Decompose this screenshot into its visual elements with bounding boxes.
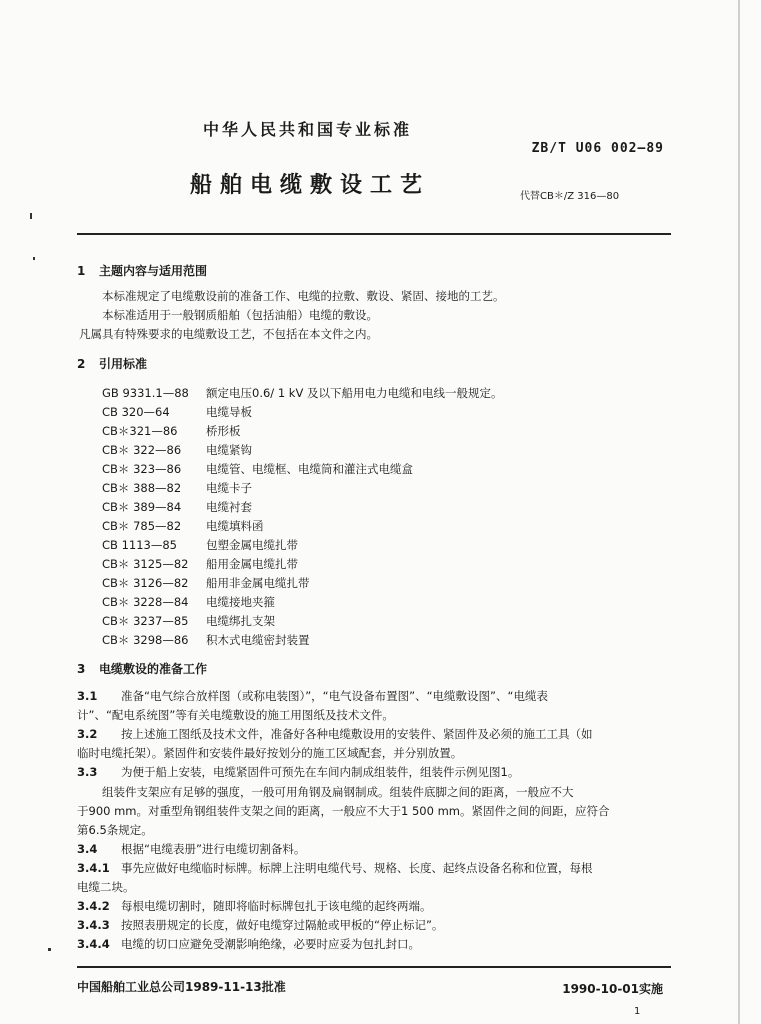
clause-continuation: 于900 mm。对重型角钢组装件支架之间的距离，一般应不大于1 500 mm。紧固件之间的间距，应符合 [77,804,610,818]
ref-name: 电缆紧钩 [206,443,252,457]
ref-name: 船用非金属电缆扎带 [206,576,310,590]
ref-code: CB＊ 3126—82 [102,576,189,590]
ref-name: 电缆绑扎支架 [206,614,275,628]
ref-code: CB 1113—85 [102,538,177,552]
paragraph: 本标准规定了电缆敷设前的准备工作、电缆的拉敷、敷设、紧固、接地的工艺。 [102,289,505,303]
ref-code: CB＊ 3125—82 [102,557,189,571]
clause-number: 3.4.4 [77,937,110,951]
ref-code: CB＊ 3228—84 [102,595,189,609]
reference-item [102,518,264,534]
reference-item [102,404,252,420]
section-title: 主题内容与适用范围 [99,264,208,278]
ref-name: 船用金属电缆扎带 [206,557,298,571]
section-1-heading [77,262,207,279]
ref-name: 额定电压0.6/ 1 kV 及以下船用电力电缆和电线一般规定。 [206,386,503,400]
section-title: 引用标准 [99,357,148,371]
section-title: 电缆敷设的准备工作 [99,662,208,676]
clause-number: 3.4.3 [77,918,110,932]
paragraph: 本标准适用于一般钢质船舶（包括油船）电缆的敷设。 [102,308,378,322]
reference-item [102,594,275,610]
clause-continuation: 临时电缆托架）。紧固件和安装件最好按划分的施工区域配套，并分别放置。 [77,746,463,760]
clause-3-4-3 [77,917,443,933]
reference-item [102,423,241,439]
reference-item [102,461,413,477]
ref-code: CB＊ 323—86 [102,462,182,476]
clause-continuation: 第6.5条规定。 [77,823,153,837]
effective-date: 1990-10-01实施 [562,982,663,996]
clause-number: 3.1 [77,689,98,703]
ref-code: CB＊ 3237—85 [102,614,189,628]
clause-number: 3.4.2 [77,899,110,913]
clause-text: 按上述施工图纸及技术文件，准备好各种电缆敷设用的安装件、紧固件及必须的施工工具（如 [121,727,593,741]
ref-code: CB 320—64 [102,405,170,419]
ref-name: 电缆导板 [206,405,252,419]
clause-text: 每根电缆切割时，随即将临时标牌包扎于该电缆的起终两端。 [121,899,432,913]
page-number: 1 [634,1006,641,1017]
reference-item [102,385,502,401]
reference-item [102,613,275,629]
scan-speck [33,257,35,260]
clause-text: 事先应做好电缆临时标牌。标牌上注明电缆代号、规格、长度、起终点设备名称和位置，每根 [121,861,593,875]
paragraph: 组装件支架应有足够的强度，一般可用角钢及扁钢制成。组装件底脚之间的距离，一般应不大 [102,785,574,799]
ref-name: 电缆接地夹箍 [206,595,275,609]
reference-item [102,499,252,515]
ref-name: 电缆衬套 [206,500,252,514]
ref-name: 积木式电缆密封装置 [206,633,310,647]
reference-item [102,556,298,572]
ref-name: 桥形板 [206,424,241,438]
section-2-heading [77,355,147,372]
clause-3-4-4 [77,936,420,952]
ref-name: 电缆管、电缆框、电缆筒和灌注式电缆盒 [206,462,413,476]
section-number: 1 [77,264,86,278]
issuing-authority: 中华人民共和国专业标准 [203,120,413,139]
ref-name: 电缆填料函 [206,519,264,533]
standard-number: ZB/T U06 002—89 [531,141,664,156]
ref-code: GB 9331.1—88 [102,386,189,400]
ref-code: CB＊ 389—84 [102,500,182,514]
clause-text: 为便于船上安装，电缆紧固件可预先在车间内制成组装件，组装件示例见图1。 [121,765,520,779]
clause-3-2 [77,726,593,742]
clause-number: 3.2 [77,727,98,741]
reference-item [102,575,310,591]
clause-3-4-2 [77,898,432,914]
clause-continuation: 计”、“配电系统图”等有关电缆敷设的施工用图纸及技术文件。 [77,708,394,722]
reference-item [102,537,298,553]
scan-speck [30,213,32,219]
clause-text: 准备“电气综合放样图（或称电装图）”，“电气设备布置图”、“电缆敷设图”、“电缆表 [121,689,548,703]
clause-3-4-1 [77,860,593,876]
ref-code: CB＊321—86 [102,424,178,438]
ref-code: CB＊ 3298—86 [102,633,189,647]
header-rule [77,233,671,235]
footer-rule [77,966,671,968]
clause-number: 3.3 [77,765,98,779]
clause-continuation: 电缆二块。 [77,880,135,894]
ref-code: CB＊ 322—86 [102,443,182,457]
clause-3-4 [77,841,305,857]
section-number: 2 [77,357,86,371]
ref-name: 包塑金属电缆扎带 [206,538,298,552]
replaces-note: 代替CB＊/Z 316—80 [520,191,620,202]
clause-3-3 [77,764,519,780]
clause-number: 3.4 [77,842,98,856]
ref-code: CB＊ 388—82 [102,481,182,495]
section-number: 3 [77,662,86,676]
clause-3-1 [77,688,548,704]
document-title: 船舶电缆敷设工艺 [190,173,431,198]
section-3-heading [77,660,207,677]
paragraph: 凡属具有特殊要求的电缆敷设工艺，不包括在本文件之内。 [79,327,378,341]
reference-item [102,632,310,648]
reference-item [102,442,252,458]
approval-date: 中国船舶工业总公司1989-11-13批准 [77,980,286,994]
clause-number: 3.4.1 [77,861,110,875]
ref-name: 电缆卡子 [206,481,252,495]
page-edge-shadow [738,0,740,1024]
clause-text: 电缆的切口应避免受潮影响绝缘，必要时应妥为包扎封口。 [121,937,420,951]
reference-item [102,480,252,496]
clause-text: 根据“电缆表册”进行电缆切割备料。 [121,842,306,856]
ref-code: CB＊ 785—82 [102,519,182,533]
clause-text: 按照表册规定的长度，做好电缆穿过隔舱或甲板的“停止标记”。 [121,918,444,932]
scan-speck [48,948,51,951]
